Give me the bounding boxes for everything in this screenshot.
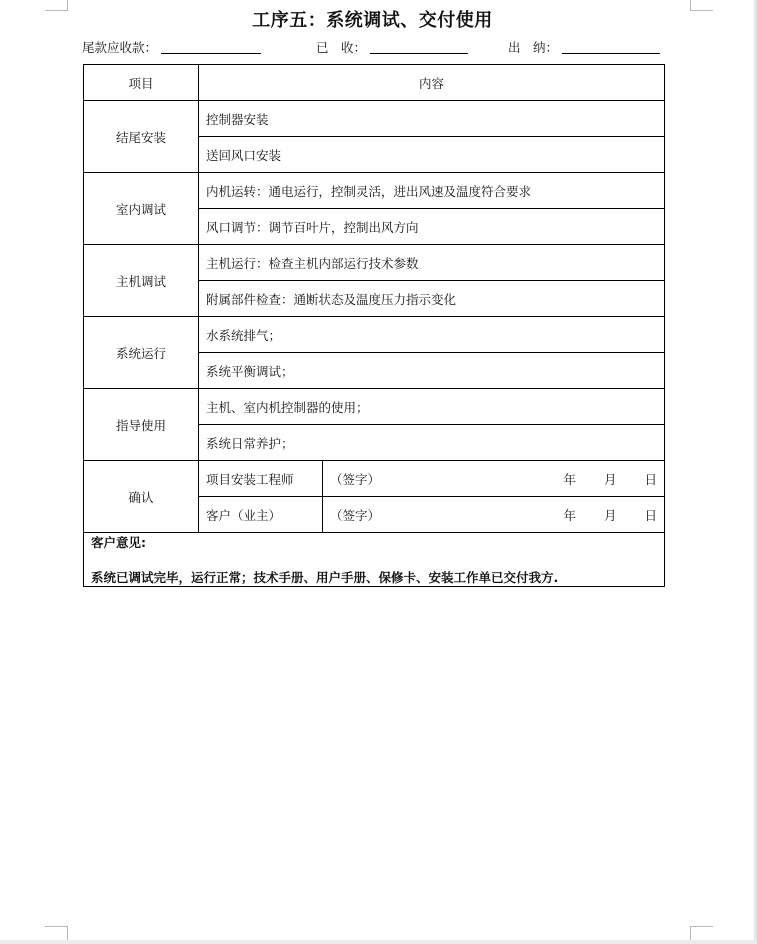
payment-balance-due	[82, 38, 261, 56]
confirm-row	[84, 461, 665, 497]
month-label: 月	[603, 471, 617, 487]
opinion-label: 客户意见:	[91, 535, 146, 550]
month-label: 月	[603, 507, 617, 523]
opinion-text: 系统已调试完毕，运行正常；技术手册、用户手册、保修卡、安装工作单已交付我方.	[91, 570, 559, 585]
section-item: 水系统排气；	[199, 317, 665, 353]
signature-label: （签字）	[330, 507, 381, 523]
section-name: 结尾安装	[84, 101, 199, 173]
commissioning-table	[83, 64, 665, 587]
table-row	[84, 245, 665, 281]
header-content: 内容	[199, 65, 665, 101]
day-label: 日	[644, 507, 657, 523]
section-item: 风口调节：调节百叶片，控制出风方向	[199, 209, 665, 245]
signature-cell[interactable]	[323, 461, 665, 497]
table-row	[84, 317, 665, 353]
payment-cashier	[508, 38, 660, 56]
payment-label: 出 纳：	[508, 40, 559, 55]
section-item: 主机运行：检查主机内部运行技术参数	[199, 245, 665, 281]
section-item: 内机运转：通电运行，控制灵活，进出风速及温度符合要求	[199, 173, 665, 209]
section-name: 指导使用	[84, 389, 199, 461]
page-edge-bottom	[0, 940, 757, 944]
payment-received	[316, 38, 468, 56]
date-fields	[563, 470, 657, 488]
payment-label: 已 收：	[316, 40, 367, 55]
table-row	[84, 101, 665, 137]
section-item: 系统平衡调试；	[199, 353, 665, 389]
section-item: 主机、室内机控制器的使用；	[199, 389, 665, 425]
blank-line[interactable]	[370, 41, 468, 54]
blank-line[interactable]	[161, 41, 261, 54]
customer-opinion	[84, 533, 665, 587]
signer-role: 项目安装工程师	[199, 461, 323, 497]
year-label: 年	[563, 507, 576, 523]
payment-label: 尾款应收款：	[82, 40, 158, 55]
table-row	[84, 173, 665, 209]
signer-role: 客户（业主）	[199, 497, 323, 533]
confirm-label: 确认	[84, 461, 199, 533]
document-title: 工序五：系统调试、交付使用	[252, 10, 493, 31]
table-row	[84, 389, 665, 425]
section-name: 主机调试	[84, 245, 199, 317]
section-name: 室内调试	[84, 173, 199, 245]
section-name: 系统运行	[84, 317, 199, 389]
day-label: 日	[644, 471, 657, 487]
section-item: 送回风口安装	[199, 137, 665, 173]
opinion-row	[84, 533, 665, 587]
table-header-row	[84, 65, 665, 101]
section-item: 系统日常养护；	[199, 425, 665, 461]
blank-line[interactable]	[562, 41, 660, 54]
year-label: 年	[563, 471, 576, 487]
header-item: 项目	[84, 65, 199, 101]
section-item: 控制器安装	[199, 101, 665, 137]
crop-mark-bottom-left	[45, 926, 68, 941]
crop-mark-bottom-right	[690, 926, 713, 941]
date-fields	[563, 506, 657, 524]
signature-cell[interactable]	[323, 497, 665, 533]
section-item: 附属部件检查：通断状态及温度压力指示变化	[199, 281, 665, 317]
signature-label: （签字）	[330, 471, 381, 487]
